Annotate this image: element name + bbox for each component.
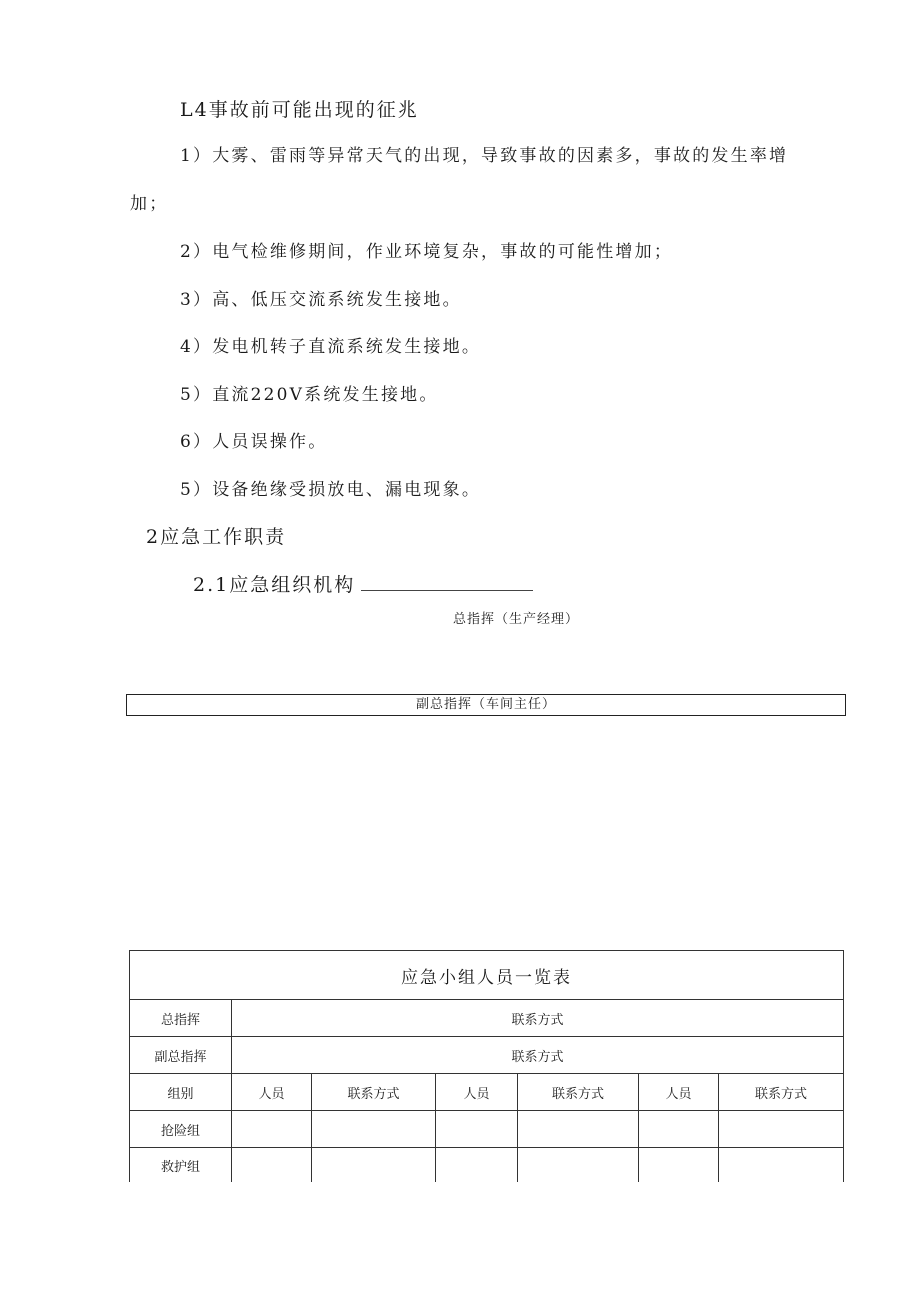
empty-cell xyxy=(312,1148,436,1183)
symptom-item-7: 5）设备绝缘受损放电、漏电现象。 xyxy=(180,480,482,500)
empty-cell xyxy=(436,1148,518,1183)
symptom-item-3: 3）高、低压交流系统发生接地。 xyxy=(180,290,462,310)
empty-cell xyxy=(436,1111,518,1148)
deputy-contact: 联系方式 xyxy=(232,1037,844,1074)
symptom-item-1: 1）大雾、雷雨等异常天气的出现，导致事故的因素多，事故的发生率增 xyxy=(180,146,789,166)
org-chart-top-node: 总指挥（生产经理） xyxy=(452,612,579,627)
header-member: 人员 xyxy=(436,1074,518,1111)
empty-cell xyxy=(639,1111,719,1148)
section-2-heading: 2应急工作职责 xyxy=(146,526,287,548)
header-group: 组别 xyxy=(130,1074,232,1111)
header-contact: 联系方式 xyxy=(312,1074,436,1111)
underline-blank xyxy=(361,576,533,591)
header-contact: 联系方式 xyxy=(518,1074,639,1111)
commander-label: 总指挥 xyxy=(130,1000,232,1037)
deputy-label: 副总指挥 xyxy=(130,1037,232,1074)
symptom-item-5: 5）直流220V系统发生接地。 xyxy=(180,385,439,405)
group-name-rescue: 抢险组 xyxy=(130,1111,232,1148)
empty-cell xyxy=(719,1111,844,1148)
group-name-first-aid: 救护组 xyxy=(130,1148,232,1183)
section-2-1-title: 2.1应急组织机构 xyxy=(193,574,356,596)
empty-cell xyxy=(639,1148,719,1183)
empty-cell xyxy=(232,1148,312,1183)
roster-commander-row xyxy=(130,1000,844,1037)
table-row xyxy=(130,1111,844,1148)
commander-contact: 联系方式 xyxy=(232,1000,844,1037)
symptom-item-4: 4）发电机转子直流系统发生接地。 xyxy=(180,337,482,357)
emergency-team-roster-table xyxy=(129,950,844,1182)
empty-cell xyxy=(312,1111,436,1148)
header-member: 人员 xyxy=(232,1074,312,1111)
empty-cell xyxy=(719,1148,844,1183)
org-chart xyxy=(126,608,846,718)
table-row xyxy=(130,1148,844,1183)
section-1-4-heading: L4事故前可能出现的征兆 xyxy=(180,99,419,121)
empty-cell xyxy=(232,1111,312,1148)
roster-title-row xyxy=(130,951,844,1000)
roster-header-row xyxy=(130,1074,844,1111)
symptom-item-1-continued: 加； xyxy=(130,194,169,214)
roster-title: 应急小组人员一览表 xyxy=(130,951,844,1000)
empty-cell xyxy=(518,1111,639,1148)
section-2-1-heading xyxy=(193,575,533,595)
roster-deputy-row xyxy=(130,1037,844,1074)
symptom-item-6: 6）人员误操作。 xyxy=(180,432,328,452)
header-contact: 联系方式 xyxy=(719,1074,844,1111)
empty-cell xyxy=(518,1148,639,1183)
org-chart-deputy-node: 副总指挥（车间主任） xyxy=(126,694,846,716)
symptom-item-2: 2）电气检维修期间，作业环境复杂，事故的可能性增加； xyxy=(180,242,674,262)
header-member: 人员 xyxy=(639,1074,719,1111)
